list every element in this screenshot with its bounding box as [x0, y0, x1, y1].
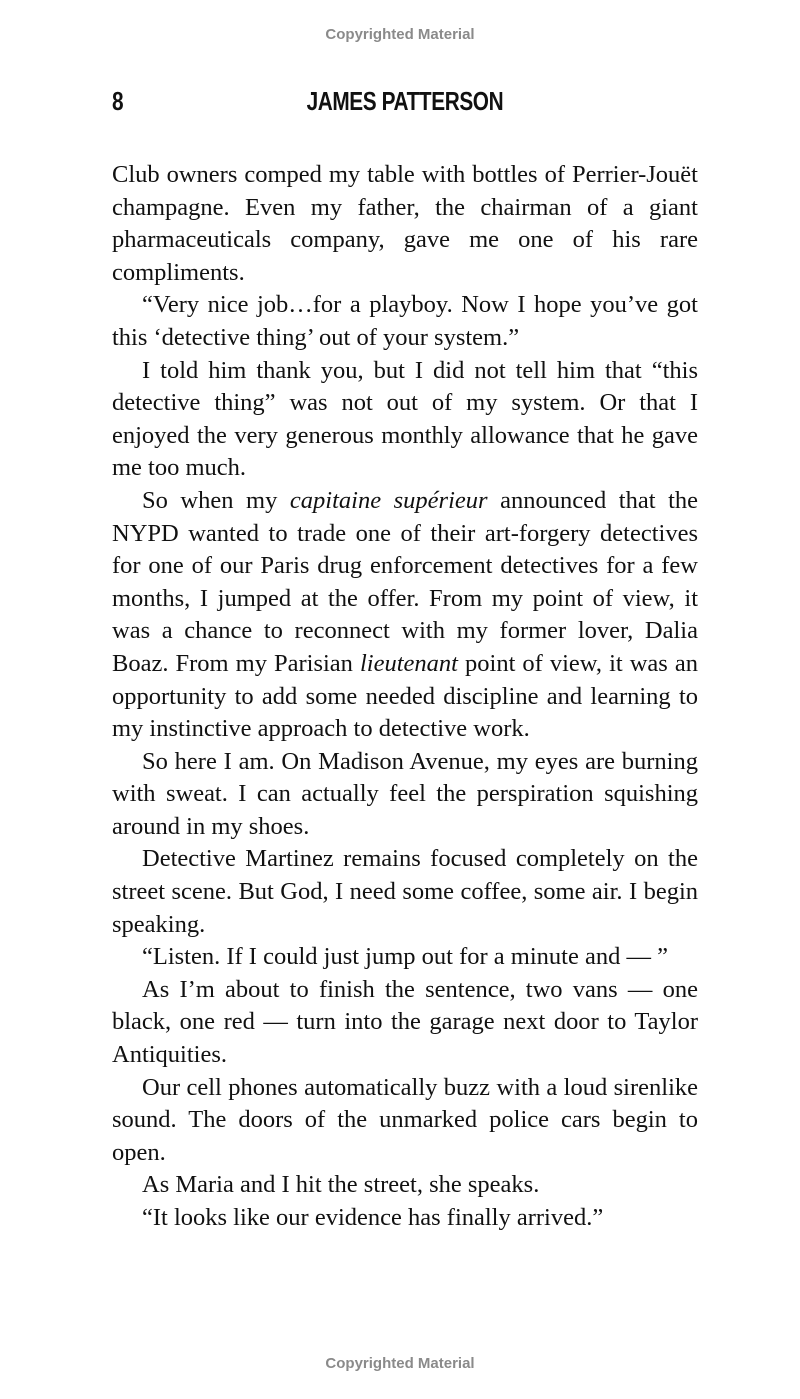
italic-run: lieutenant	[359, 649, 458, 677]
copyright-watermark-bottom: Copyrighted Material	[325, 1355, 475, 1372]
paragraph	[112, 941, 698, 974]
paragraph	[112, 289, 698, 354]
running-head-author	[112, 86, 698, 117]
text-run: I told him thank you, but I did not tell him that “this detective thing” was not out of my system. Or that I enjoyed the very generous monthly allowance that he gave me too much.	[112, 356, 698, 482]
paragraph	[112, 1202, 698, 1235]
body-text	[112, 159, 698, 1235]
paragraph	[112, 1072, 698, 1170]
running-header	[112, 86, 698, 126]
text-run: announced that the NYPD wanted to trade one of their art-forgery detectives for one of our Paris drug enforcement detectives for a few months, I jumped at the offer. From my point of view, it was a chance to reconnect with my former lover, Dalia Boaz. From my Parisian	[112, 486, 699, 677]
text-run: Club owners comped my table with bottles of Perrier-Jouët champagne. Even my father, the chairman of a giant pharmaceuticals company, gave me one of his rare compliments.	[112, 161, 698, 286]
text-run: So here I am. On Madison Avenue, my eyes are burning with sweat. I can actually feel the perspiration squishing around in my shoes.	[112, 747, 698, 840]
text-run: “It looks like our evidence has finally arrived.”	[142, 1204, 604, 1231]
paragraph	[112, 746, 698, 844]
text-run: As Maria and I hit the street, she speaks.	[142, 1171, 540, 1199]
paragraph	[112, 355, 698, 485]
paragraph	[112, 974, 698, 1072]
paragraph	[112, 485, 698, 746]
text-run: “Very nice job…for a playboy. Now I hope you’ve got this ‘detective thing’ out of your system.”	[112, 291, 698, 351]
text-run: Our cell phones automatically buzz with a loud sirenlike sound. The doors of the unmarked police cars begin to open.	[112, 1073, 698, 1166]
copyright-watermark-top: Copyrighted Material	[325, 26, 475, 43]
text-run: As I’m about to finish the sentence, two vans — one black, one red — turn into the garage next door to Taylor Antiquities.	[112, 975, 698, 1069]
paragraph	[112, 843, 698, 941]
page-number: 8	[112, 86, 124, 116]
paragraph	[112, 159, 698, 289]
text-run: Detective Martinez remains focused completely on the street scene. But God, I need some coffee, some air. I begin speaking.	[112, 845, 698, 938]
text-run: “Listen. If I could just jump out for a minute and — ”	[142, 943, 668, 971]
author-name: JAMES PATTERSON	[306, 86, 504, 116]
italic-run: capitaine supérieur	[289, 486, 488, 514]
text-run: point of view, it was an opportunity to add some needed discipline and learning to my instinctive approach to detective work.	[112, 649, 699, 743]
paragraph	[112, 1169, 698, 1202]
text-run: So when my	[142, 486, 290, 514]
